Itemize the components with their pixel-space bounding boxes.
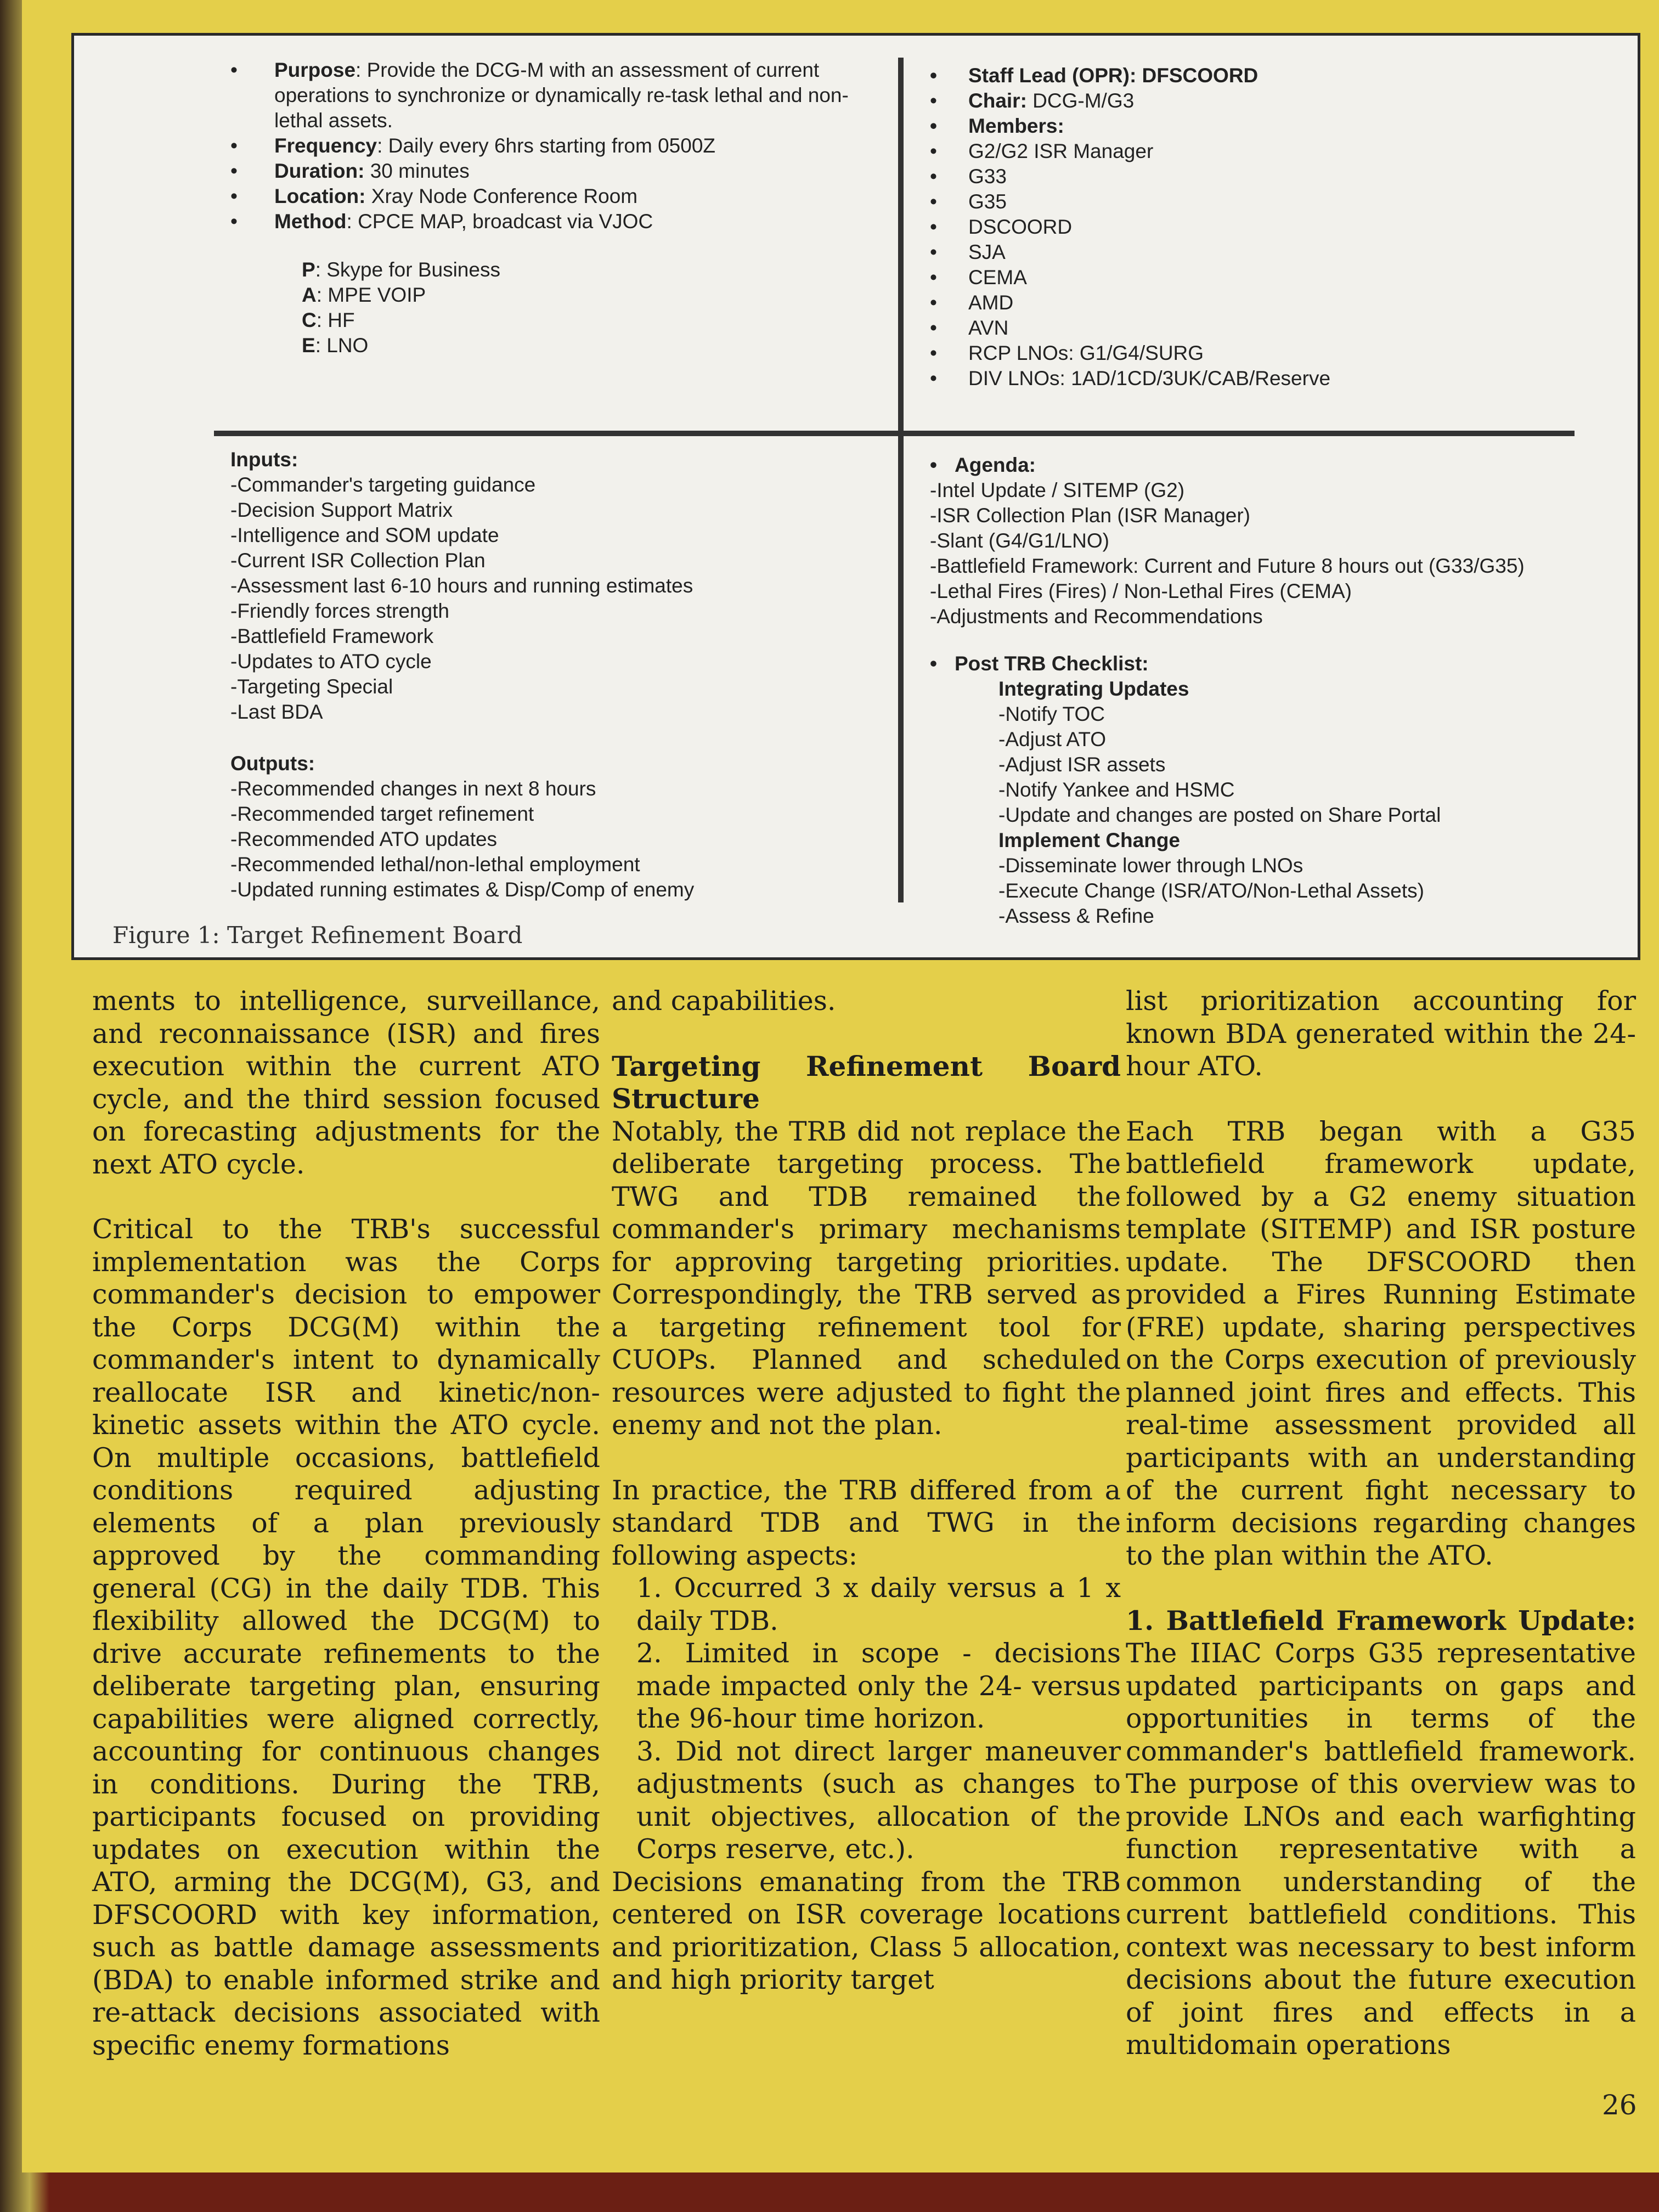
figure-vertical-divider (898, 58, 904, 902)
method-item: • Method: CPCE MAP, broadcast via VJOC (230, 209, 883, 234)
implement-item: -Disseminate lower through LNOs (998, 854, 1304, 877)
output-item: -Recommended ATO updates (230, 828, 498, 850)
member-item: • DSCOORD (930, 215, 1616, 240)
figure-quadrant-inputs-outputs (230, 447, 883, 902)
output-item: -Recommended target refinement (230, 803, 534, 825)
member-item: • RCP LNOs: G1/G4/SURG (930, 341, 1616, 366)
member-item: • CEMA (930, 265, 1616, 290)
duration-item: • Duration: 30 minutes (230, 159, 883, 184)
paragraph-lead: 1. Battlefield Framework Update: (1126, 1604, 1636, 1637)
article-column-1 (92, 985, 600, 2094)
checklist-heading: • Post TRB Checklist: (930, 651, 1616, 676)
agenda-item: -Adjustments and Recommendations (930, 605, 1263, 628)
paragraph: 1. Battlefield Framework Update: The IIIAC Corps G35 representative updated participants on gaps and opportunities in terms of the commander's battlefield framework. The purpose of this overview was to provide LNOs and each warfighting function representative with a common understanding of the current battlefield conditions. This context was necessary to best inform decisions about the future execution of joint fires and effects in a multidomain operations (1126, 1604, 1636, 2061)
target-refinement-board-figure (71, 33, 1640, 960)
output-item: -Recommended changes in next 8 hours (230, 777, 596, 800)
paragraph: ments to intelligence, surveillance, and reconnaissance (ISR) and fires execution within the current ATO cycle, and the third session focused on forecasting adjustments for the next ATO cycle. (92, 985, 600, 1180)
input-item: -Intelligence and SOM update (230, 524, 499, 546)
agenda-item: -Battlefield Framework: Current and Future 8 hours out (G33/G35) (930, 555, 1525, 577)
list-item: 2. Limited in scope - decisions made impacted only the 24- versus the 96-hour time horizon. (636, 1638, 1121, 1734)
integrating-item: -Adjust ATO (998, 728, 1107, 751)
paragraph: list prioritization accounting for known BDA generated within the 24-hour ATO. (1126, 985, 1636, 1082)
inputs-heading: Inputs: (230, 448, 298, 471)
pace-contingency: C: HF (302, 309, 355, 331)
integrating-heading: Integrating Updates (998, 678, 1189, 700)
member-item: • DIV LNOs: 1AD/1CD/3UK/CAB/Reserve (930, 366, 1616, 391)
implement-item: -Execute Change (ISR/ATO/Non-Lethal Assets) (998, 879, 1424, 902)
members-label: • Members: (930, 114, 1616, 139)
pace-emergency: E: LNO (302, 334, 369, 357)
member-item: • G33 (930, 164, 1616, 189)
integrating-item: -Notify Yankee and HSMC (998, 778, 1235, 801)
paragraph: In practice, the TRB differed from a standard TDB and TWG in the following aspects: (612, 1474, 1121, 1571)
input-item: -Assessment last 6-10 hours and running estimates (230, 574, 693, 597)
page-number: 26 (1602, 2089, 1637, 2121)
member-item: • G2/G2 ISR Manager (930, 139, 1616, 164)
input-item: -Battlefield Framework (230, 625, 434, 647)
implement-item: -Assess & Refine (998, 905, 1154, 927)
paragraph: and capabilities. (612, 985, 836, 1017)
input-item: -Decision Support Matrix (230, 499, 453, 521)
integrating-item: -Notify TOC (998, 703, 1105, 725)
staff-lead-item: • Staff Lead (OPR): DFSCOORD (930, 63, 1616, 88)
article-column-3 (1126, 985, 1636, 2062)
output-item: -Updated running estimates & Disp/Comp of enemy (230, 878, 695, 901)
agenda-item: -Intel Update / SITEMP (G2) (930, 479, 1185, 501)
input-item: -Current ISR Collection Plan (230, 549, 486, 572)
location-item: • Location: Xray Node Conference Room (230, 184, 883, 209)
chair-item: • Chair: DCG-M/G3 (930, 88, 1616, 114)
list-item: 3. Did not direct larger maneuver adjustments (such as changes to unit objectives, allocation of the Corps reserve, etc.). (636, 1735, 1121, 1865)
figure-quadrant-agenda (930, 453, 1616, 929)
figure-caption: Figure 1: Target Refinement Board (112, 922, 523, 949)
agenda-item: -Lethal Fires (Fires) / Non-Lethal Fires (CEMA) (930, 580, 1352, 602)
member-item: • AVN (930, 315, 1616, 341)
paragraph: Decisions emanating from the TRB centered on ISR coverage locations and prioritization, Class 5 allocation, and high priority target (612, 1866, 1121, 1995)
list-item: 1. Occurred 3 x daily versus a 1 x daily TDB. (636, 1572, 1121, 1637)
implement-heading: Implement Change (998, 829, 1180, 851)
paragraph: Each TRB began with a G35 battlefield framework update, followed by a G2 enemy situation template (SITEMP) and ISR posture update. The DFSCOORD then provided a Fires Running Estimate (FRE) update, sharing perspectives on the Corps execution of previously planned joint fires and effects. This real-time assessment provided all participants with an understanding of the current fight necessary to inform decisions regarding changes to the plan within the ATO. (1126, 1115, 1636, 1571)
figure-horizontal-divider (214, 431, 1575, 436)
agenda-item: -ISR Collection Plan (ISR Manager) (930, 504, 1250, 527)
pace-alternate: A: MPE VOIP (302, 284, 426, 306)
outputs-heading: Outputs: (230, 752, 315, 775)
input-item: -Targeting Special (230, 675, 393, 698)
section-heading: Targeting Refinement Board Structure (612, 1049, 1121, 1115)
pace-plan (302, 257, 883, 358)
paragraph: Critical to the TRB's successful implementation was the Corps commander's decision to empower the Corps DCG(M) within the commander's intent to dynamically reallocate ISR and kinetic/non-kinetic assets within the ATO cycle. On multiple occasions, battlefield conditions required adjusting elements of a plan previously approved by the commanding general (CG) in the daily TDB. This flexibility allowed the DCG(M) to drive accurate refinements to the deliberate targeting plan, ensuring capabilities were aligned correctly, accounting for continuous changes in conditions. During the TRB, participants focused on providing updates on execution within the ATO, arming the DCG(M), G3, and DFSCOORD with key information, such as battle damage assessments (BDA) to enable informed strike and re-attack decisions associated with specific enemy formations (92, 1214, 600, 2061)
integrating-item: -Adjust ISR assets (998, 753, 1166, 776)
figure-quadrant-overview (230, 58, 883, 358)
output-item: -Recommended lethal/non-lethal employment (230, 853, 640, 876)
magazine-page (22, 0, 1659, 2172)
agenda-heading: • Agenda: (930, 453, 1616, 478)
figure-quadrant-members (930, 63, 1616, 391)
input-item: -Updates to ATO cycle (230, 650, 432, 673)
input-item: -Commander's targeting guidance (230, 473, 536, 496)
input-item: -Last BDA (230, 701, 323, 723)
purpose-item: • Purpose: Provide the DCG-M with an assessment of current operations to synchronize or dynamically re-task lethal and non-lethal assets. (230, 58, 883, 133)
agenda-item: -Slant (G4/G1/LNO) (930, 529, 1109, 552)
member-item: • AMD (930, 290, 1616, 315)
article-column-2 (612, 985, 1121, 1996)
pace-primary: P: Skype for Business (302, 258, 500, 281)
member-item: • G35 (930, 189, 1616, 215)
member-item: • SJA (930, 240, 1616, 265)
integrating-item: -Update and changes are posted on Share Portal (998, 804, 1441, 826)
frequency-item: • Frequency: Daily every 6hrs starting from 0500Z (230, 133, 883, 159)
paragraph: Notably, the TRB did not replace the deliberate targeting process. The TWG and TDB remained the commander's primary mechanisms for approving targeting priorities. Correspondingly, the TRB served as a targeting refinement tool for CUOPs. Planned and scheduled resources were adjusted to fight the enemy and not the plan. (612, 1115, 1121, 1441)
input-item: -Friendly forces strength (230, 600, 449, 622)
